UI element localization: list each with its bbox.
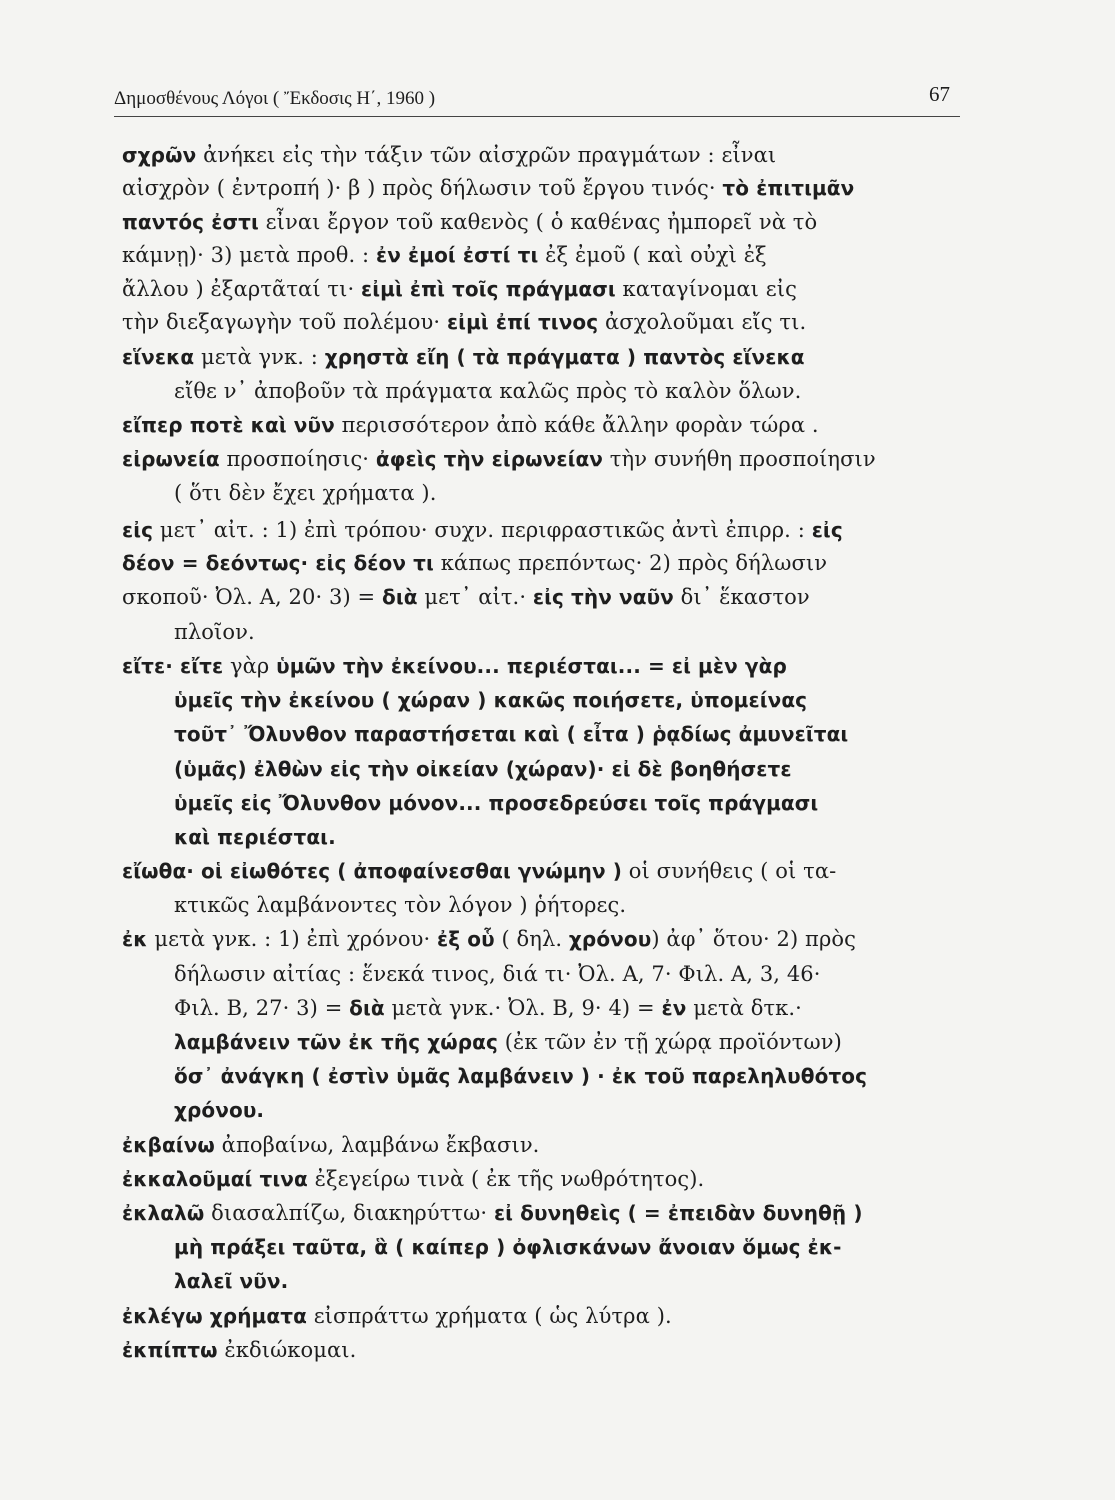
text-line (174, 377, 801, 405)
gloss-text: μετὰ γνκ.· Ὀλ. Β, 9· 4) = (384, 996, 662, 1020)
gloss-text: εἰσπράττω χρήματα ( ὡς λύτρα ). (306, 1304, 672, 1328)
page-header (114, 80, 960, 117)
gloss-text: εἴθε ν᾽ ἀποβοῦν τὰ πράγματα καλῶς πρὸς τὸ καλὸν ὅλων. (174, 379, 802, 403)
text-line (174, 479, 437, 507)
gloss-text: μετὰ γνκ. : 1) ἐπὶ χρόνου· (147, 927, 438, 951)
headword: διὰ (349, 996, 385, 1020)
gloss-text: περισσότερον ἀπὸ κάθε ἄλλην φορὰν τώρα . (334, 413, 819, 437)
headword: εἵνεκα (122, 345, 195, 369)
text-line (174, 1062, 867, 1090)
headword: εἴωθα· οἱ εἰωθότες ( ἀποφαίνεσθαι γνώμην ) (122, 859, 623, 883)
text-line (122, 208, 817, 236)
text-line (122, 583, 810, 611)
headword: εἴπερ ποτὲ καὶ νῦν (122, 413, 335, 437)
gloss-text: Φιλ. Β, 27· 3) = (174, 996, 350, 1020)
text-line (174, 618, 255, 646)
headword: ἐκλέγω χρήματα (122, 1304, 307, 1328)
headword: παντός ἐστι (122, 210, 259, 234)
text-line (122, 343, 805, 371)
gloss-text: κάμνῃ)· 3) μετὰ προθ. : (122, 243, 377, 267)
gloss-text: ἀνήκει εἰς τὴν τάξιν τῶν αἰσχρῶν πραγμάτων : εἶναι (196, 143, 777, 167)
text-line (174, 1233, 842, 1261)
text-line (174, 1267, 288, 1295)
headword: ἐν (661, 996, 687, 1020)
headword: εἰς (811, 518, 843, 542)
gloss-text: κτικῶς λαμβάνοντες τὸν λόγον ) ῥήτορες. (174, 893, 627, 917)
text-line (174, 755, 792, 783)
headword: εἰμὶ ἐπὶ τοῖς πράγμασι (361, 277, 616, 301)
text-line (122, 1336, 356, 1364)
text-line (122, 308, 806, 336)
gloss-text: πλοῖον. (174, 620, 255, 644)
gloss-text: ( ὅτι δὲν ἔχει χρήματα ). (174, 481, 437, 505)
text-line (122, 241, 767, 269)
gloss-text: μετὰ γνκ. : (194, 345, 325, 369)
text-line (122, 141, 776, 169)
text-line (122, 1199, 863, 1227)
page-number: 67 (929, 82, 950, 106)
headword: μὴ πράξει ταῦτα, ἃ ( καίπερ ) ὀφλισκάνων ἄνοιαν ὅμως ἐκ- (174, 1235, 842, 1259)
gloss-text: ) ἀφ᾽ ὅτου· 2) πρὸς (651, 927, 856, 951)
headword: ὑμῶν τὴν ἐκείνου... περιέσται... = εἰ μὲν γὰρ (276, 654, 787, 678)
gloss-text: γὰρ (223, 654, 277, 678)
headword: εἰμὶ ἐπί τινος (446, 310, 599, 334)
gloss-text: τὴν συνήθη προσποίησιν (603, 447, 876, 471)
gloss-text: δι᾽ ἕκαστον (673, 585, 810, 609)
headword: διὰ (382, 585, 418, 609)
headword: χρηστὰ εἴη ( τὰ πράγματα ) παντὸς εἵνεκα (324, 345, 805, 369)
text-line (122, 1165, 704, 1193)
gloss-text: προσποίησις· (219, 447, 376, 471)
headword: χρόνου. (174, 1098, 265, 1122)
text-line (174, 686, 807, 714)
gloss-text: ( δηλ. (494, 927, 569, 951)
headword: ἐκλαλῶ (122, 1201, 205, 1225)
headword: ἐξ οὗ (437, 927, 495, 951)
text-line (122, 411, 819, 439)
gloss-text: τὴν διεξαγωγὴν τοῦ πολέμου· (122, 310, 447, 334)
text-line (122, 275, 797, 303)
text-line (174, 1096, 264, 1124)
gloss-text: μετὰ δτκ.· (686, 996, 802, 1020)
gloss-text: σκοποῦ· Ὀλ. Α, 20· 3) = (122, 585, 383, 609)
headword: λαλεῖ νῦν. (174, 1269, 289, 1293)
gloss-text: ἐξεγείρω τινὰ ( ἐκ τῆς νωθρότητος). (307, 1167, 705, 1191)
headword: ὑμεῖς εἰς Ὄλυνθον μόνον... προσεδρεύσει τοῖς πράγμασι (174, 791, 819, 815)
gloss-text: (ἐκ τῶν ἐν τῇ χώρᾳ προϊόντων) (497, 1030, 842, 1054)
text-line (122, 174, 854, 202)
gloss-text: κάπως πρεπόντως· 2) πρὸς δήλωσιν (433, 551, 828, 575)
gloss-text: ἐκδιώκομαι. (217, 1338, 357, 1362)
text-line (174, 960, 821, 988)
text-line (174, 891, 626, 919)
text-line (122, 925, 856, 953)
gloss-text: δήλωσιν αἰτίας : ἕνεκά τινος, διά τι· Ὀλ. Α, 7· Φιλ. Α, 3, 46· (174, 962, 821, 986)
gloss-text: καταγίνομαι εἰς (615, 277, 797, 301)
gloss-text: μετ᾽ αἰτ.· (417, 585, 533, 609)
text-line (174, 1028, 842, 1056)
headword: (ὑμᾶς) ἐλθὼν εἰς τὴν οἰκείαν (χώραν)· εἰ δὲ βοηθήσετε (174, 757, 792, 781)
headword: εἰ δυνηθεὶς ( = ἐπειδὰν δυνηθῇ ) (493, 1201, 863, 1225)
text-line (174, 823, 336, 851)
gloss-text: εἶναι ἔργον τοῦ καθενὸς ( ὁ καθένας ἠμπορεῖ νὰ τὸ (258, 210, 818, 234)
gloss-text: ἐξ ἐμοῦ ( καὶ οὐχὶ ἐξ (538, 243, 767, 267)
text-line (122, 516, 843, 544)
gloss-text: ἀσχολοῦμαι εἴς τι. (598, 310, 807, 334)
gloss-text: ἀποβαίνω, λαμβάνω ἔκβασιν. (214, 1133, 540, 1157)
headword: εἰρωνεία (122, 447, 220, 471)
headword: ἐκπίπτω (122, 1338, 218, 1362)
headword: εἰς τὴν ναῦν (532, 585, 674, 609)
text-line (174, 789, 818, 817)
text-line (122, 549, 827, 577)
gloss-text: οἱ συνήθεις ( οἱ τα- (622, 859, 837, 883)
headword: ἐκβαίνω (122, 1133, 215, 1157)
gloss-text: ἄλλου ) ἐξαρτᾶταί τι· (122, 277, 362, 301)
text-line (122, 652, 787, 680)
headword: σχρῶν (122, 143, 197, 167)
text-line (122, 857, 836, 885)
gloss-text: μετ᾽ αἰτ. : 1) ἐπὶ τρόπου· συχν. περιφραστικῶς ἀντὶ ἐπιρρ. : (153, 518, 812, 542)
headword: εἴτε· εἴτε (122, 654, 224, 678)
gloss-text: αἰσχρὸν ( ἐντροπή )· β ) πρὸς δήλωσιν τοῦ ἔργου τινός· (122, 176, 723, 200)
text-line (174, 720, 848, 748)
headword: τὸ ἐπιτιμᾶν (722, 176, 855, 200)
headword: τοῦτ᾽ Ὄλυνθον παραστήσεται καὶ ( εἶτα ) ῥᾳδίως ἀμυνεῖται (174, 722, 849, 746)
headword: δέον = δεόντως· εἰς δέον τι (122, 551, 434, 575)
headword: λαμβάνειν τῶν ἐκ τῆς χώρας (174, 1030, 498, 1054)
text-line (174, 994, 802, 1022)
headword: ἐκ (122, 927, 148, 951)
text-line (122, 1131, 539, 1159)
headword: ἀφεὶς τὴν εἰρωνείαν (375, 447, 604, 471)
headword: εἰς (122, 518, 154, 542)
gloss-text: διασαλπίζω, διακηρύττω· (204, 1201, 494, 1225)
headword: ἐν ἐμοί ἐστί τι (376, 243, 539, 267)
text-line (122, 445, 876, 473)
headword: ὅσ᾽ ἀνάγκη ( ἐστὶν ὑμᾶς λαμβάνειν ) · ἐκ τοῦ παρεληλυθότος (174, 1064, 868, 1088)
text-line (122, 1302, 672, 1330)
headword: καὶ περιέσται. (174, 825, 336, 849)
headword: ὑμεῖς τὴν ἐκείνου ( χώραν ) κακῶς ποιήσετε, ὑπομείνας (174, 688, 808, 712)
running-title: Δημοσθένους Λόγοι ( Ἔκδοσις Η΄, 1960 ) (114, 88, 436, 109)
headword: χρόνου (568, 927, 652, 951)
headword: ἐκκαλοῦμαί τινα (122, 1167, 308, 1191)
